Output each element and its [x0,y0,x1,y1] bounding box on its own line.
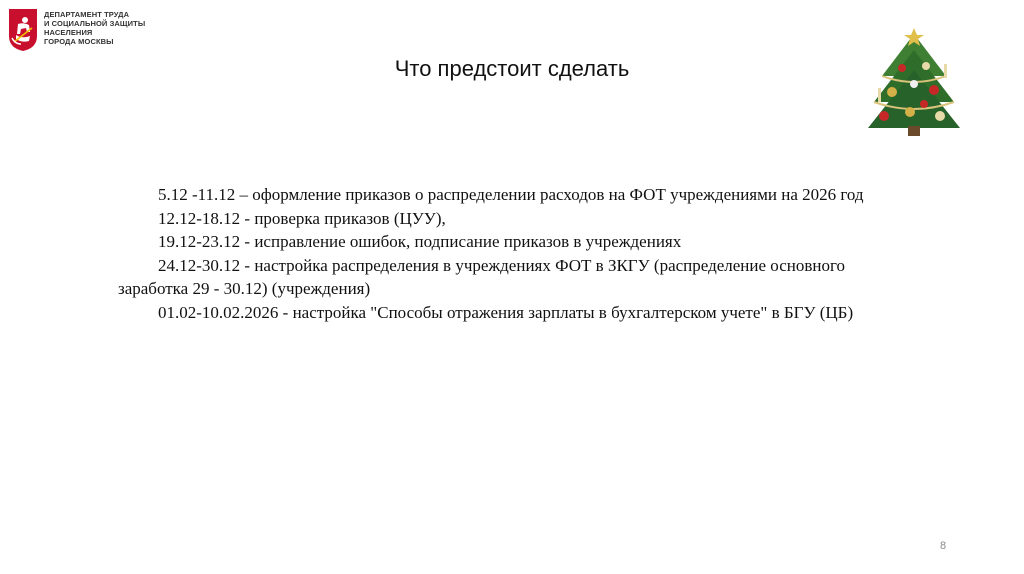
task-item: 5.12 -11.12 – оформление приказов о распределении расходов на ФОТ учреждениями на 2026 год [158,185,864,204]
department-name-line: ГОРОДА МОСКВЫ [44,37,114,46]
department-logo [8,8,145,52]
department-name-line: ДЕПАРТАМЕНТ ТРУДА [44,10,130,19]
page-number: 8 [940,540,947,552]
task-item: 12.12-18.12 - проверка приказов (ЦУУ), [158,208,446,228]
department-name-line: НАСЕЛЕНИЯ [44,28,93,37]
task-list [118,183,918,324]
task-item: 01.02-10.02.2026 - настройка "Способы отражения зарплаты в бухгалтерском учете" в БГУ (ЦБ) [158,302,854,322]
slide-title: Что предстоит сделать [394,56,630,81]
department-name-line: И СОЦИАЛЬНОЙ ЗАЩИТЫ [44,19,146,28]
moscow-coat-of-arms-icon [8,8,38,52]
task-item: 24.12-30.12 - настройка распределения в учреждениях ФОТ в ЗКГУ (распределение основного заработка 29 - 30.12) (учреждения) [118,255,846,298]
task-item: 19.12-23.12 - исправление ошибок, подписание приказов в учреждениях [158,232,682,251]
department-name [44,10,145,46]
christmas-tree-icon [862,28,966,138]
